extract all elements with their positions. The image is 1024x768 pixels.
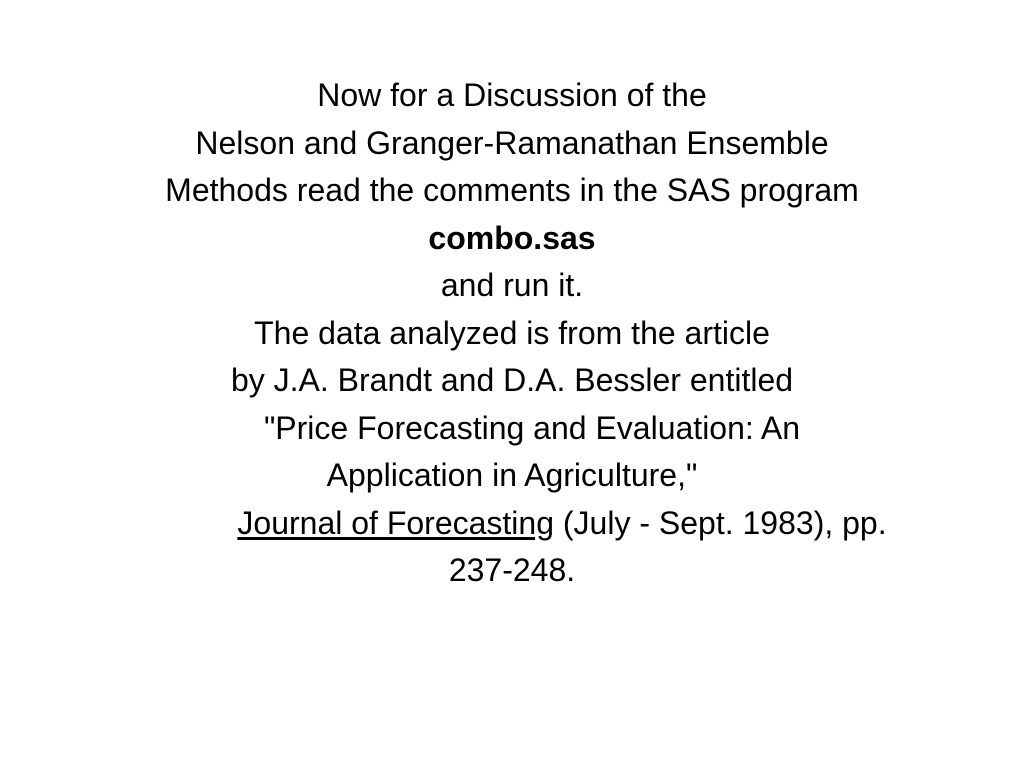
- page-range-line: 237-248.: [448, 552, 576, 588]
- citation-details: (July - Sept. 1983), pp.: [554, 504, 887, 541]
- program-name: combo.sas: [428, 219, 596, 256]
- article-title-line-2: Application in Agriculture,": [326, 457, 698, 493]
- methods-title-line: Nelson and Granger-Ramanathan Ensemble: [195, 124, 829, 161]
- data-source-line: The data analyzed is from the article: [254, 314, 770, 351]
- citation-line: [0, 500, 1024, 548]
- authors-line: by J.A. Brandt and D.A. Bessler entitled: [230, 362, 794, 398]
- intro-line: Now for a Discussion of the: [317, 77, 707, 113]
- slide-body: [0, 72, 1024, 595]
- article-title-line-1: "Price Forecasting and Evaluation: An: [263, 409, 801, 446]
- run-instruction-line: and run it.: [440, 267, 584, 303]
- journal-name: Journal of Forecasting: [237, 504, 554, 541]
- instructions-line: Methods read the comments in the SAS program: [165, 172, 859, 208]
